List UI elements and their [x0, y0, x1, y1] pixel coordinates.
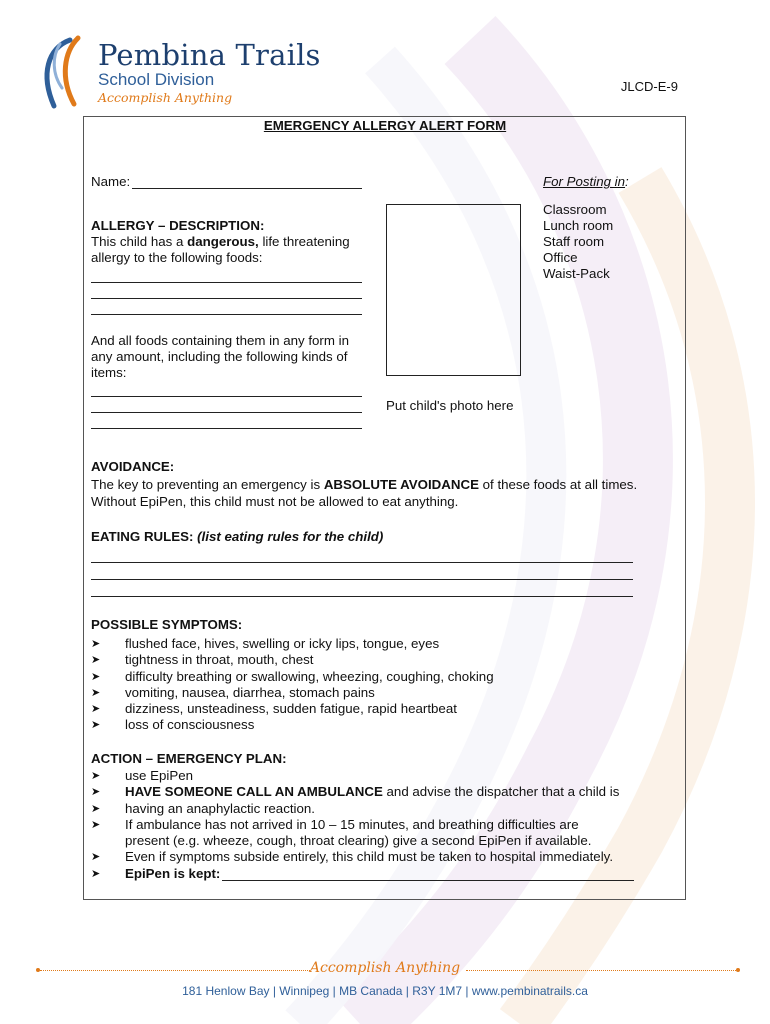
list-item: [91, 685, 494, 701]
list-item: [91, 801, 619, 817]
avoidance-heading: AVOIDANCE:: [91, 459, 175, 474]
allergy-heading: ALLERGY – DESCRIPTION:: [91, 218, 265, 233]
list-item: [91, 768, 619, 784]
list-item: [91, 652, 494, 668]
food-field-line-1[interactable]: [91, 282, 362, 283]
symptom-text: loss of consciousness: [125, 717, 255, 733]
action-list: [91, 768, 619, 882]
and-all-line-1: And all foods containing them in any form in: [91, 333, 349, 348]
symptom-text: tightness in throat, mouth, chest: [125, 652, 314, 668]
allergy-line-1-pre: This child has a: [91, 234, 188, 249]
arrowhead-bullet-icon: ➤: [91, 817, 101, 831]
items-field-line-3[interactable]: [91, 428, 362, 429]
symptom-text: vomiting, nausea, diarrhea, stomach pains: [125, 684, 375, 700]
posting-location-staff-room: Staff room: [543, 234, 605, 249]
arrowhead-bullet-icon: ➤: [91, 850, 101, 864]
arrowhead-bullet-icon: ➤: [91, 702, 101, 716]
food-field-line-3[interactable]: [91, 314, 362, 315]
list-item-continuation: [91, 833, 619, 849]
arrowhead-bullet-icon: ➤: [91, 769, 101, 782]
list-item: [91, 849, 619, 865]
symptoms-list: [91, 636, 494, 734]
action-heading: ACTION – EMERGENCY PLAN:: [91, 751, 287, 766]
allergy-line-1: [91, 234, 350, 250]
arrowhead-bullet-icon: ➤: [91, 653, 101, 667]
items-field-line-1[interactable]: [91, 396, 362, 397]
symptoms-heading: POSSIBLE SYMPTOMS:: [91, 617, 243, 632]
pembina-swoosh-logo-icon: [34, 34, 94, 114]
list-item: [91, 636, 494, 652]
list-item: [91, 817, 619, 833]
footer-divider-right: [466, 970, 736, 971]
org-tagline: Accomplish Anything: [98, 90, 233, 105]
arrowhead-bullet-icon: ➤: [91, 685, 101, 699]
child-photo-box[interactable]: [386, 204, 521, 376]
avoidance-line-1-pre: The key to preventing an emergency is: [91, 477, 324, 492]
document-code: JLCD-E-9: [620, 79, 678, 94]
action-text-bold: HAVE SOMEONE CALL AN AMBULANCE: [125, 784, 383, 800]
and-all-line-3: items:: [91, 365, 127, 380]
form-title: EMERGENCY ALLERGY ALERT FORM: [263, 118, 507, 133]
arrowhead-bullet-icon: ➤: [91, 866, 101, 880]
symptom-text: dizziness, unsteadiness, sudden fatigue, rapid heartbeat: [125, 701, 457, 717]
arrowhead-bullet-icon: ➤: [91, 669, 101, 683]
avoidance-line-2: Without EpiPen, this child must not be allowed to eat anything.: [91, 494, 459, 509]
epipen-kept-label: EpiPen is kept:: [125, 865, 221, 881]
eating-rules-note: (list eating rules for the child): [193, 529, 384, 544]
allergy-line-2: allergy to the following foods:: [91, 250, 263, 265]
list-item: [91, 784, 619, 800]
posting-location-lunch-room: Lunch room: [543, 218, 614, 233]
posting-label-text: For Posting in: [543, 174, 626, 189]
action-text: Even if symptoms subside entirely, this child must be taken to hospital immediately.: [125, 849, 614, 865]
list-item: [91, 701, 494, 717]
footer-address: 181 Henlow Bay | Winnipeg | MB Canada | R3Y 1M7 | www.pembinatrails.ca: [182, 984, 588, 998]
eating-rules-line-1[interactable]: [91, 562, 633, 563]
action-text: use EpiPen: [125, 768, 194, 783]
posting-location-waist-pack: Waist-Pack: [543, 266, 610, 281]
avoidance-line-1-post: of these foods at all times.: [478, 477, 638, 492]
allergy-line-1-post: life threatening: [258, 234, 350, 249]
posting-label-colon: :: [625, 174, 629, 189]
arrowhead-bullet-icon: ➤: [91, 637, 101, 650]
eating-rules-line-3[interactable]: [91, 596, 633, 597]
footer-tagline: Accomplish Anything: [309, 960, 461, 976]
allergy-line-1-bold: dangerous,: [187, 234, 259, 249]
name-label: Name:: [91, 174, 131, 189]
arrowhead-bullet-icon: ➤: [91, 785, 101, 799]
photo-caption: Put child's photo here: [386, 398, 514, 413]
symptom-text: difficulty breathing or swallowing, wheezing, coughing, choking: [125, 668, 494, 684]
eating-rules-label: EATING RULES:: [91, 529, 194, 544]
action-text: having an anaphylactic reaction.: [125, 800, 315, 816]
posting-label: [543, 174, 629, 190]
eating-rules-heading: [91, 529, 383, 545]
items-field-line-2[interactable]: [91, 412, 362, 413]
action-text: If ambulance has not arrived in 10 – 15 minutes, and breathing difficulties are: [125, 816, 579, 832]
action-text: and advise the dispatcher that a child is: [382, 784, 620, 800]
epipen-location-field-line[interactable]: [222, 880, 634, 881]
avoidance-line-1: [91, 477, 637, 493]
list-item: [91, 717, 494, 733]
and-all-line-2: any amount, including the following kinds of: [91, 349, 348, 364]
action-text: present (e.g. wheeze, cough, throat clearing) give a second EpiPen if available.: [125, 833, 592, 849]
posting-location-office: Office: [543, 250, 578, 265]
symptom-text: flushed face, hives, swelling or icky lips, tongue, eyes: [125, 636, 440, 651]
org-name: Pembina Trails: [98, 38, 321, 72]
pembina-trails-logo: [34, 34, 334, 114]
avoidance-line-1-bold: ABSOLUTE AVOIDANCE: [323, 477, 479, 492]
name-field-line[interactable]: [132, 188, 362, 189]
eating-rules-line-2[interactable]: [91, 579, 633, 580]
org-subtitle: School Division: [98, 70, 215, 89]
arrowhead-bullet-icon: ➤: [91, 718, 101, 732]
food-field-line-2[interactable]: [91, 298, 362, 299]
list-item: [91, 669, 494, 685]
arrowhead-bullet-icon: ➤: [91, 801, 101, 815]
footer-dot-right: [736, 968, 740, 972]
posting-location-classroom: Classroom: [543, 202, 607, 217]
